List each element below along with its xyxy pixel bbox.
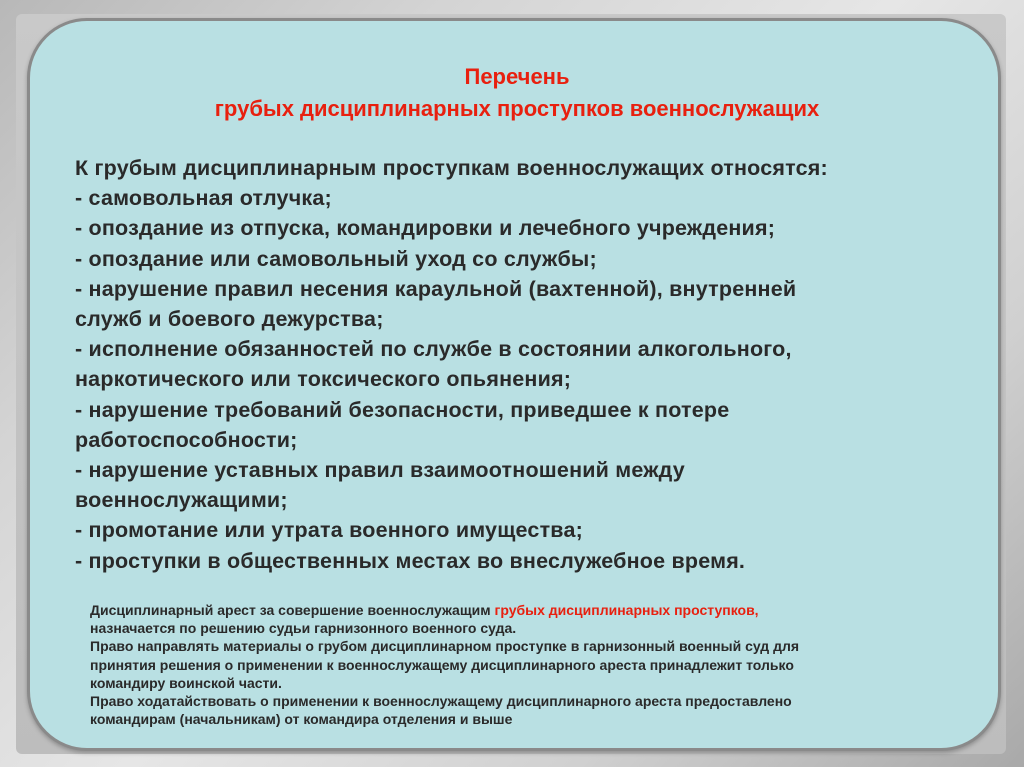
list-item: - самовольная отлучка; — [75, 186, 332, 211]
content-card — [27, 18, 1001, 751]
list-item: - нарушение требований безопасности, приведшее к потере — [75, 397, 730, 422]
note-line: командирам (начальникам) от командира отделения и выше — [90, 711, 513, 728]
note-line: Право направлять материалы о грубом дисциплинарном проступке в гарнизонный военный суд для — [90, 638, 800, 655]
list-item-continuation: военнослужащими; — [75, 488, 288, 513]
list-item: - опоздание из отпуска, командировки и лечебного учреждения; — [75, 216, 776, 241]
page-title: Перечень — [464, 64, 570, 89]
list-item: - нарушение уставных правил взаимоотношений между — [75, 458, 685, 483]
list-item: - проступки в общественных местах во внеслужебное время. — [75, 548, 746, 573]
arrest-note — [90, 601, 970, 728]
misconduct-list — [75, 153, 975, 576]
note-line: Право ходатайствовать о применении к военнослужащему дисциплинарного ареста предоставлено — [90, 693, 792, 710]
note-line — [90, 601, 970, 619]
list-item: - промотание или утрата военного имущества; — [75, 518, 583, 543]
note-line: назначается по решению судьи гарнизонного военного суда. — [90, 620, 517, 637]
note-line: командиру воинской части. — [90, 674, 282, 691]
list-item-continuation: работоспособности; — [75, 427, 298, 452]
note-line: принятия решения о применении к военнослужащему дисциплинарного ареста принадлежит только — [90, 656, 794, 673]
list-item-continuation: служб и боевого дежурства; — [75, 307, 384, 332]
list-item: - нарушение правил несения караульной (вахтенной), внутренней — [75, 276, 797, 301]
note-line-prefix: Дисциплинарный арест за совершение военнослужащим — [90, 602, 495, 618]
list-item: - опоздание или самовольный уход со службы; — [75, 246, 597, 271]
note-highlight: грубых дисциплинарных проступков, — [494, 602, 759, 618]
list-intro: К грубым дисциплинарным проступкам военнослужащих относятся: — [75, 156, 828, 180]
list-item-continuation: наркотического или токсического опьянения; — [75, 367, 572, 392]
page-subtitle: грубых дисциплинарных проступков военнослужащих — [214, 96, 820, 121]
list-item: - исполнение обязанностей по службе в состоянии алкогольного, — [75, 337, 792, 362]
